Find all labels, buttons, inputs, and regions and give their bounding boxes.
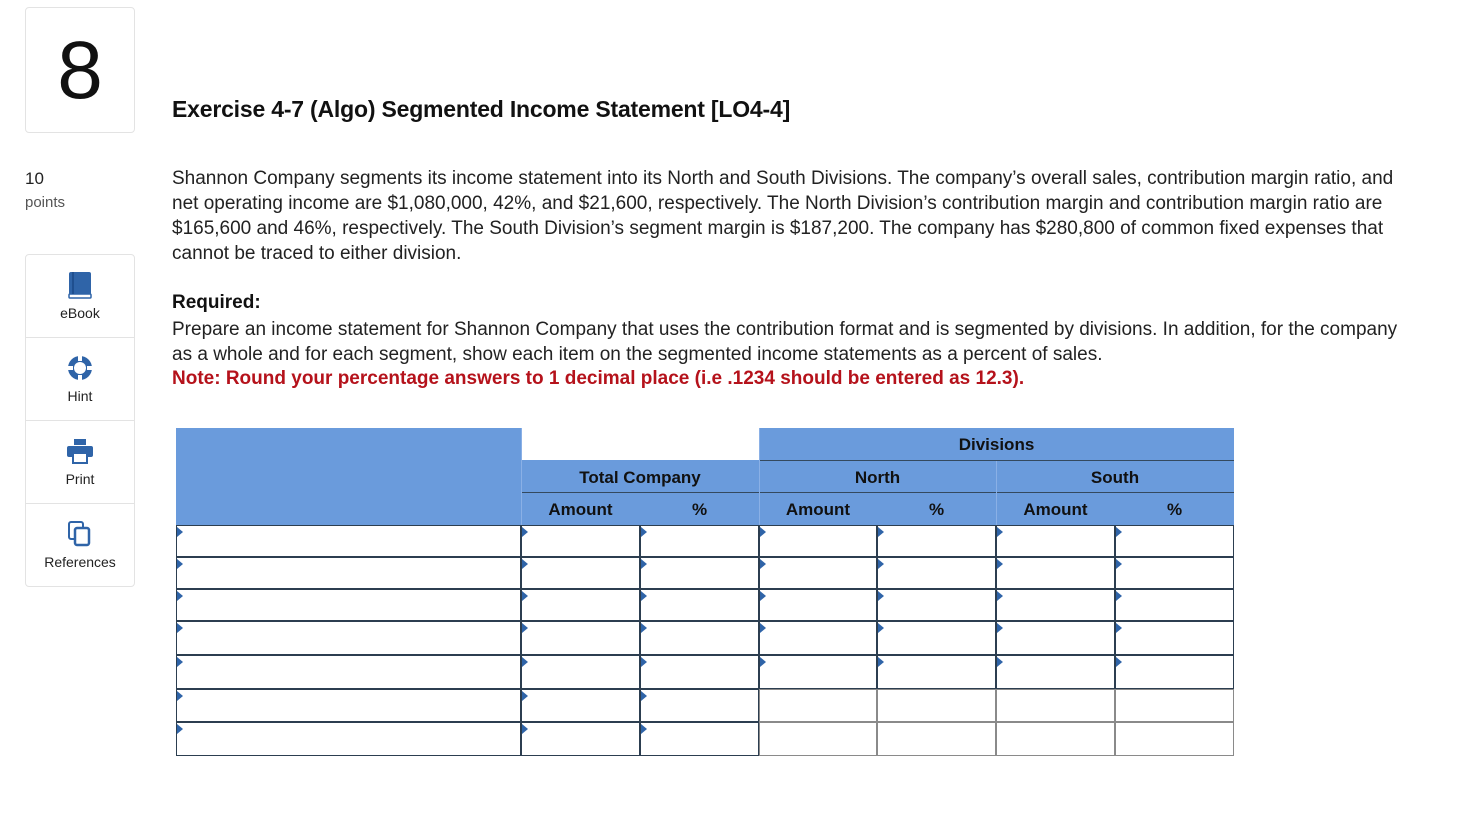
dropdown-marker-icon [1116,623,1122,633]
total-percent-input[interactable] [640,525,759,557]
references-label: References [44,554,116,570]
required-text: Prepare an income statement for Shannon Company that uses the contribution format and is segmented by divisions. In addition, for the company as a whole and for each segment, show each item on the segmented income statements as a percent of sales. [172,319,1398,365]
dropdown-marker-icon [177,559,183,569]
empty-cell [996,689,1115,722]
dropdown-marker-icon [641,691,647,701]
dropdown-marker-icon [522,623,528,633]
dropdown-marker-icon [760,527,766,537]
dropdown-marker-icon [878,559,884,569]
question-number-box [25,7,135,133]
total-amount-input[interactable] [521,655,640,689]
dropdown-marker-icon [760,559,766,569]
south-percent-input[interactable] [1115,525,1234,557]
empty-cell [759,689,877,722]
empty-cell [759,722,877,756]
exercise-description: Shannon Company segments its income statement into its North and South Divisions. The company’s overall sales, contribution margin ratio, and net operating income are $1,080,000, 42%, and $21,600, respectively. The North Division’s contribution margin and contribution margin ratio are $165,600 and 46%, respectively. The South Division’s segment margin is $187,200. The company has $280,800 of common fixed expenses that cannot be traced to either division. [172,168,1394,264]
points-value: 10 [25,169,44,188]
total-percent-input[interactable] [640,655,759,689]
dropdown-marker-icon [522,527,528,537]
south-percent-input[interactable] [1115,655,1234,689]
dropdown-marker-icon [760,591,766,601]
north-amount-input[interactable] [759,557,877,589]
dropdown-marker-icon [177,591,183,601]
total-percent-input[interactable] [640,621,759,655]
total-percent-input[interactable] [640,589,759,621]
dropdown-marker-icon [760,657,766,667]
north-percent-input[interactable] [877,589,996,621]
north-amount-input[interactable] [759,525,877,557]
required-heading: Required: [172,292,261,313]
row-label-input[interactable] [176,689,521,722]
lifebuoy-icon [66,354,94,382]
dropdown-marker-icon [522,691,528,701]
dropdown-marker-icon [997,591,1003,601]
dropdown-marker-icon [997,527,1003,537]
dropdown-marker-icon [760,623,766,633]
total-percent-input[interactable] [640,689,759,722]
dropdown-marker-icon [177,657,183,667]
dropdown-marker-icon [641,657,647,667]
dropdown-marker-icon [641,623,647,633]
empty-cell [877,689,996,722]
south-amount-header: Amount [1023,500,1088,519]
print-button[interactable] [26,421,134,504]
north-amount-input[interactable] [759,589,877,621]
north-amount-input[interactable] [759,621,877,655]
printer-icon [66,437,94,465]
south-amount-input[interactable] [996,557,1115,589]
exercise-title: Exercise 4-7 (Algo) Segmented Income Statement [LO4-4] [172,96,791,122]
north-percent-input[interactable] [877,621,996,655]
south-header: South [1090,468,1140,487]
subheader-line [521,492,1234,493]
dropdown-marker-icon [522,724,528,734]
north-amount-input[interactable] [759,655,877,689]
row-label-input[interactable] [176,589,521,621]
dropdown-marker-icon [522,657,528,667]
dropdown-marker-icon [997,559,1003,569]
total-amount-input[interactable] [521,621,640,655]
rounding-note: Note: Round your percentage answers to 1 decimal place (i.e .1234 should be entered as 12.3). [172,368,1025,389]
hint-label: Hint [67,388,93,404]
empty-cell [1115,722,1234,756]
north-percent-input[interactable] [877,655,996,689]
total-percent-input[interactable] [640,722,759,756]
total-percent-header: % [691,500,708,519]
empty-cell [1115,689,1234,722]
row-label-input[interactable] [176,722,521,756]
dropdown-marker-icon [1116,657,1122,667]
row-label-input[interactable] [176,525,521,557]
dropdown-marker-icon [641,527,647,537]
north-percent-input[interactable] [877,525,996,557]
total-percent-input[interactable] [640,557,759,589]
south-amount-input[interactable] [996,655,1115,689]
north-amount-header: Amount [785,500,851,519]
dropdown-marker-icon [878,527,884,537]
dropdown-marker-icon [177,527,183,537]
south-amount-input[interactable] [996,525,1115,557]
dropdown-marker-icon [1116,591,1122,601]
row-label-input[interactable] [176,621,521,655]
dropdown-marker-icon [177,724,183,734]
dropdown-marker-icon [1116,527,1122,537]
empty-cell [877,722,996,756]
question-number: 8 [57,25,103,116]
dropdown-marker-icon [522,591,528,601]
dropdown-marker-icon [641,724,647,734]
dropdown-marker-icon [878,657,884,667]
dropdown-marker-icon [522,559,528,569]
total-amount-input[interactable] [521,589,640,621]
dropdown-marker-icon [177,691,183,701]
north-percent-input[interactable] [877,557,996,589]
south-amount-input[interactable] [996,589,1115,621]
north-header: North [854,468,901,487]
south-amount-input[interactable] [996,621,1115,655]
references-button[interactable] [26,504,134,586]
dropdown-marker-icon [997,657,1003,667]
south-percent-input[interactable] [1115,621,1234,655]
dropdown-marker-icon [641,591,647,601]
divisions-header: Divisions [958,435,1035,454]
total-amount-input[interactable] [521,525,640,557]
total-amount-input[interactable] [521,722,640,756]
total-amount-input[interactable] [521,689,640,722]
label-column-header [176,428,521,525]
hint-button[interactable] [26,338,134,421]
ebook-label: eBook [60,305,100,321]
south-percent-header: % [1166,500,1183,519]
dropdown-marker-icon [878,591,884,601]
south-percent-input[interactable] [1115,589,1234,621]
dropdown-marker-icon [177,623,183,633]
points-label: points [25,194,66,211]
row-label-input[interactable] [176,655,521,689]
tools-panel [25,254,135,587]
dropdown-marker-icon [997,623,1003,633]
total-company-header: Total Company [579,468,701,487]
print-label: Print [65,471,95,487]
book-icon [67,271,93,299]
north-percent-header: % [928,500,945,519]
total-amount-input[interactable] [521,557,640,589]
ebook-button[interactable] [26,255,134,338]
empty-cell [996,722,1115,756]
dropdown-marker-icon [641,559,647,569]
copy-icon [67,520,93,548]
dropdown-marker-icon [878,623,884,633]
total-amount-header: Amount [548,500,613,519]
row-label-input[interactable] [176,557,521,589]
south-percent-input[interactable] [1115,557,1234,589]
dropdown-marker-icon [1116,559,1122,569]
